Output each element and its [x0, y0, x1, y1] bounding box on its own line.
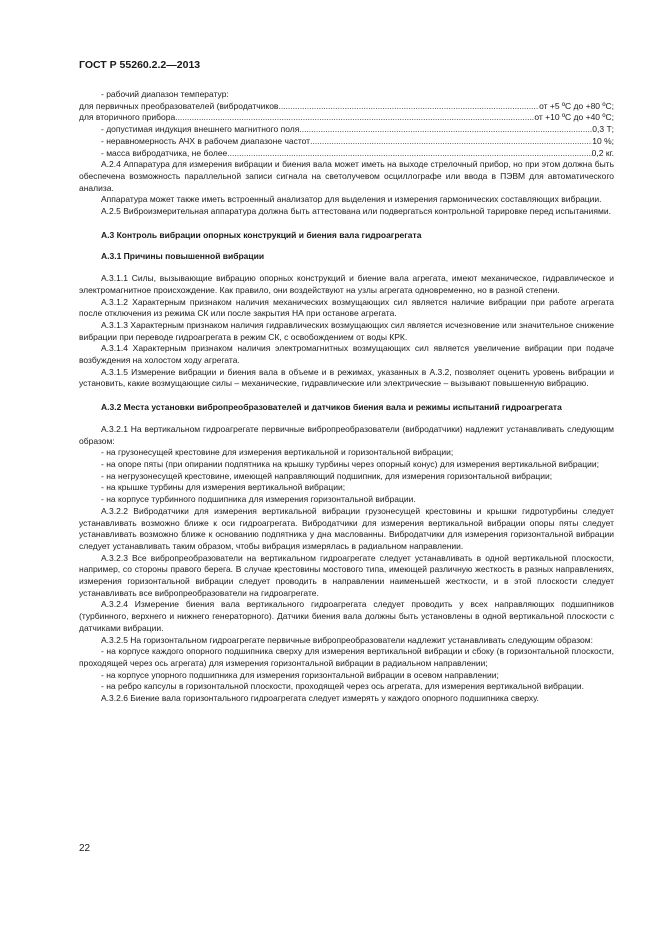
paragraph: А.2.5 Виброизмерительная аппаратура должна быть аттестована или подвергаться контрольной тарировке перед испытаниями.: [101, 206, 611, 217]
subsection-heading: А.3.2 Места установки вибропреобразователей и датчиков биения вала и режимы испытаний гидроагрегата: [101, 402, 562, 413]
spec-value: от +5 ºС до +80 ºС;: [539, 100, 614, 111]
spec-item: [79, 124, 614, 136]
spec-label: - неравномерность АЧХ в рабочем диапазоне частот: [101, 135, 311, 146]
spec-item: [79, 112, 614, 124]
section-heading: А.3 Контроль вибрации опорных конструкций и биения вала гидроагрегата: [101, 229, 422, 240]
dot-leader: [310, 136, 592, 148]
list-item: - на ребро капсулы в горизонтальной плоскости, проходящей через ось агрегата, для измерения вертикальной вибрации.: [101, 681, 584, 692]
dot-leader: [227, 148, 591, 160]
spec-label: - масса вибродатчика, не более: [101, 147, 228, 158]
spec-value: 0,2 кг.: [591, 147, 614, 158]
document-header: ГОСТ Р 55260.2.2—2013: [79, 59, 201, 71]
paragraph: А.3.1.5 Измерение вибрации и биения вала в объеме и в режимах, указанных в А.3.2, позволяет оценить уровень вибрации и установить, какие возмущающие силы – механические, гидравлические или электрические – вызывают повышенную вибрацию.: [79, 366, 614, 389]
list-item: - на опоре пяты (при опирании подпятника на крышку турбины через опорный конус) для измерения вертикальной вибрации;: [101, 458, 600, 469]
spec-item: [79, 148, 614, 160]
paragraph: А.2.4 Аппаратура для измерения вибрации и биения вала может иметь на выходе стрелочный прибор, но при этом должна быть обеспечена возможность параллельной записи сигнала на светолучевом осциллографе или ввода в ПЭВМ для автоматического анализа.: [79, 159, 614, 193]
spec-label: - допустимая индукция внешнего магнитного поля: [101, 124, 300, 135]
list-item: - на негрузонесущей крестовине, имеющей направляющий подшипник, для измерения горизонтальной вибрации;: [101, 470, 553, 481]
dot-leader: [299, 124, 592, 136]
paragraph: А.3.2.6 Биение вала горизонтального гидроагрегата следует измерять у каждого опорного подшипника сверху.: [101, 693, 539, 704]
spec-label: для вторичного прибора: [79, 112, 176, 123]
paragraph: А.3.1.1 Силы, вызывающие вибрацию опорных конструкций и биение вала агрегата, имеют механическое, гидравлическое и электромагнитное происхождение. Как правило, они воздействуют на узлы агрегата одновременно, но в разной степени.: [79, 273, 614, 295]
subsection-heading: А.3.1 Причины повышенной вибрации: [101, 251, 265, 262]
list-item: - на крышке турбины для измерения вертикальной вибрации;: [101, 482, 346, 493]
paragraph: А.3.2.1 На вертикальном гидроагрегате первичные вибропреобразователи (вибродатчики) надлежит устанавливать следующим образом:: [79, 423, 614, 446]
list-item: - на грузонесущей крестовине для измерения вертикальной и горизонтальной вибрации;: [101, 447, 454, 458]
paragraph: А.3.1.3 Характерным признаком наличия гидравлических возмущающих сил является исчезновение или значительное снижение вибрации при переводе гидроагрегата в режим СК, с освобождением от воды КРК.: [79, 319, 614, 342]
page-number: 22: [79, 843, 91, 854]
list-item: - на корпусе упорного подшипника для измерения горизонтальной вибрации в осевом направлении;: [101, 669, 499, 680]
spec-item: [79, 101, 614, 113]
page-body: [79, 89, 614, 705]
paragraph: А.3.1.4 Характерным признаком наличия электромагнитных возмущающих сил является увеличение вибрации при подаче возбуждения на холостом ходу агрегата.: [79, 343, 614, 366]
spec-item: - рабочий диапазон температур:: [101, 89, 229, 99]
specs-list: [79, 89, 614, 159]
paragraph: А.3.2.4 Измерение биения вала вертикального гидроагрегата следует проводить у всех направляющих подшипников (турбинного, верхнего и нижнего генераторного). Датчики биения вала должны быть установлены в одной вертикальной плоскости с датчиками вибрации.: [79, 599, 614, 633]
spec-value: 0,3 Т;: [592, 124, 614, 135]
spec-item: [79, 136, 614, 148]
list-item: - на корпусе каждого опорного подшипника сверху для измерения вертикальной вибрации и сбоку (в горизонтальной плоскости, проходящей через ось агрегата) для измерения горизонтальной вибрации в радиальном направлении;: [79, 646, 614, 668]
paragraph: А.3.2.2 Вибродатчики для измерения вертикальной вибрации грузонесущей крестовины и крышки гидротурбины следует устанавливать возможно ближе к оси гидроагрегата. Вибродатчики для измерения вертикальной вибрации опоры пяты следует устанавливать возможно ближе к основанию подпятника у дна маслованны. Вибродатчики для измерения горизонтальной вибрации следует устанавливать таким образом, чтобы вибрация измерялась в радиальном направлении.: [79, 505, 614, 551]
paragraph: Аппаратура может также иметь встроенный анализатор для выделения и измерения гармонических составляющих вибрации.: [101, 194, 602, 205]
paragraph: А.3.1.2 Характерным признаком наличия механических возмущающих сил является наличие вибрации при работе агрегата после отключения из режима СК или после закрытия НА при останове агрегата.: [79, 296, 614, 319]
list-item: - на корпусе турбинного подшипника для измерения горизонтальной вибрации.: [101, 494, 416, 505]
paragraph: А.3.2.5 На горизонтальном гидроагрегате первичные вибропреобразователи надлежит устанавливать следующим образом:: [101, 634, 593, 645]
paragraph: А.3.2.3 Все вибропреобразователи на вертикальном гидроагрегате следует устанавливать в одной вертикальной плоскости, например, со стороны правого берега. В случае крестовины мостового типа, имеющей различную жесткость в разных направлениях, измерения горизонтальной вибрации следует проводить в направлении наименьшей жесткости, и в этой плоскости следует устанавливать все вибропреобразователи на гидроагрегате.: [79, 552, 614, 598]
dot-leader: [278, 101, 539, 113]
dot-leader: [175, 112, 534, 124]
spec-value: 10 %;: [592, 135, 614, 146]
spec-label: для первичных преобразователей (вибродатчиков: [79, 100, 279, 111]
spec-value: от +10 ºС до +40 ºС;: [534, 112, 614, 123]
